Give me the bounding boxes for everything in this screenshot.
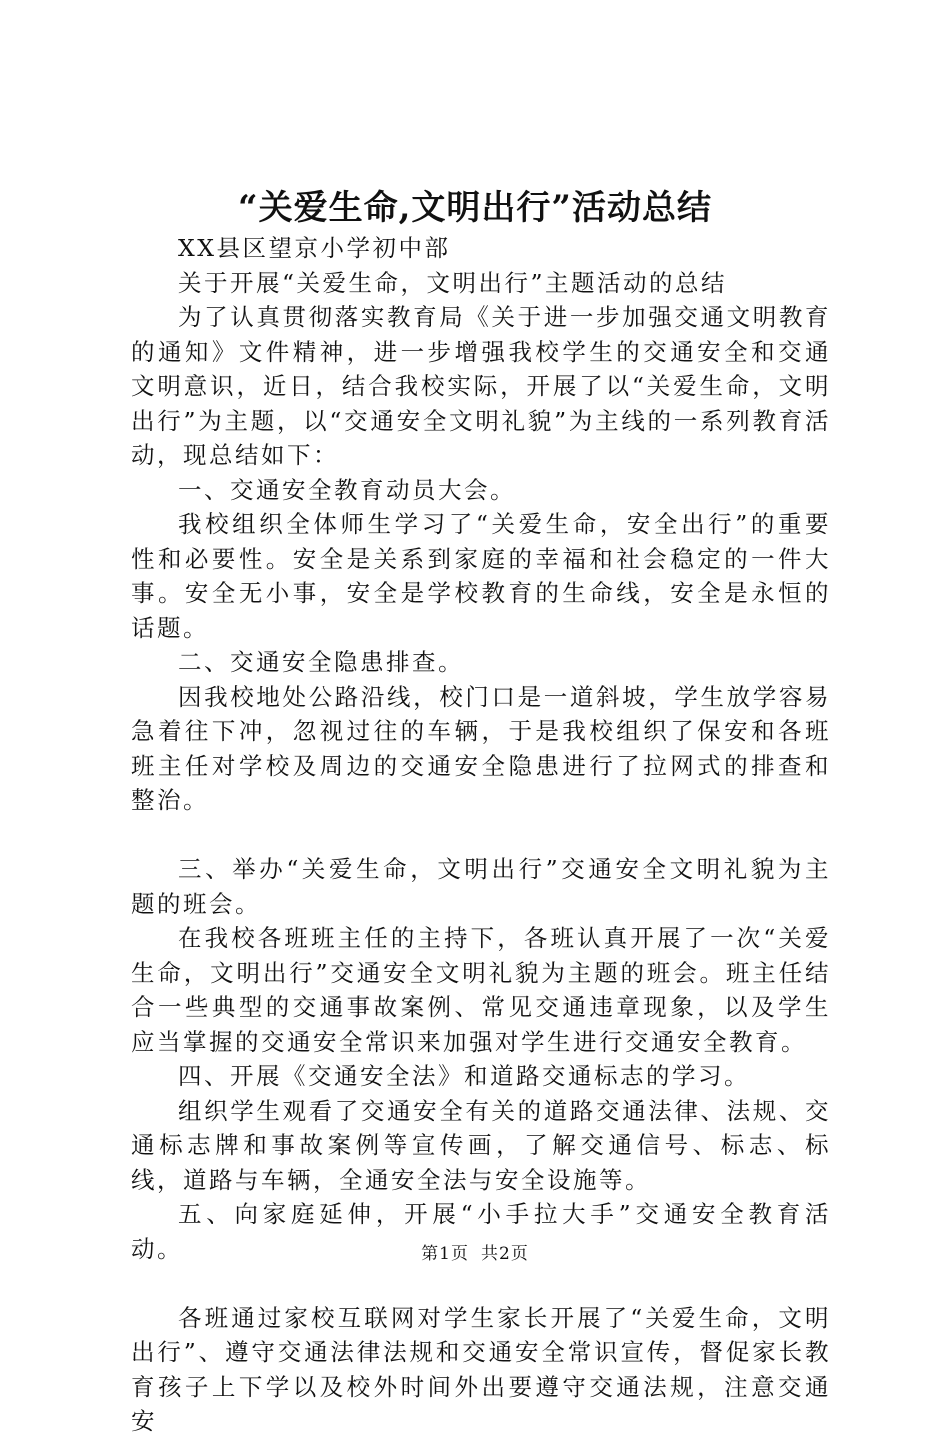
section-body-5: 各班通过家校互联网对学生家长开展了“关爱生命，文明出行”、遵守交通法律法规和交通安全常识宣传，督促家长教育孩子上下学以及校外时间外出要遵守交通法规，注意交通安	[131, 1303, 831, 1435]
section-body-4: 组织学生观看了交通安全有关的道路交通法律、法规、交通标志牌和事故案例等宣传画，了解交通信号、标志、标线，道路与车辆，全通安全法与安全设施等。	[131, 1096, 831, 1194]
document-title: “关爱生命,文明出行”活动总结	[238, 188, 712, 228]
summary-heading-paragraph: 关于开展“关爱生命，文明出行”主题活动的总结	[178, 268, 728, 297]
section-body-2: 因我校地处公路沿线，校门口是一道斜坡，学生放学容易急着往下冲，忽视过往的车辆，于是我校组织了保安和各班班主任对学校及周边的交通安全隐患进行了拉网式的排查和整治。	[131, 682, 831, 814]
section-heading-2: 二、交通安全隐患排查。	[178, 648, 464, 676]
page-number-current: 第1页	[421, 1244, 469, 1264]
section-heading-4: 四、开展《交通安全法》和道路交通标志的学习。	[178, 1062, 750, 1090]
section-body-1: 我校组织全体师生学习了“关爱生命，安全出行”的重要性和必要性。安全是关系到家庭的幸福和社会稳定的一件大事。安全无小事，安全是学校教育的生命线，安全是永恒的话题。	[131, 510, 831, 642]
section-body-3: 在我校各班班主任的主持下，各班认真开展了一次“关爱生命，文明出行”交通安全文明礼貌为主题的班会。班主任结合一些典型的交通事故案例、常见交通违章现象，以及学生应当掌握的交通安全常识来加强对学生进行交通安全教育。	[131, 924, 831, 1056]
page-footer	[0, 1242, 950, 1266]
section-heading-3: 三、举办“关爱生命，文明出行”交通安全文明礼貌为主题的班会。	[131, 855, 831, 918]
section-heading-5: 五、向家庭延伸，开展“小手拉大手”交通安全教育活动。	[131, 1200, 831, 1263]
section-heading-1: 一、交通安全教育动员大会。	[178, 475, 516, 504]
school-name-paragraph: XX县区望京小学初中部	[178, 234, 451, 262]
intro-paragraph: 为了认真贯彻落实教育局《关于进一步加强交通文明教育的通知》文件精神，进一步增强我校学生的交通安全和交通文明意识，近日，结合我校实际，开展了以“关爱生命，文明出行”为主题，以“交通安全文明礼貌”为主线的一系列教育活动，现总结如下：	[131, 303, 831, 469]
page-number-total: 共2页	[481, 1244, 529, 1264]
